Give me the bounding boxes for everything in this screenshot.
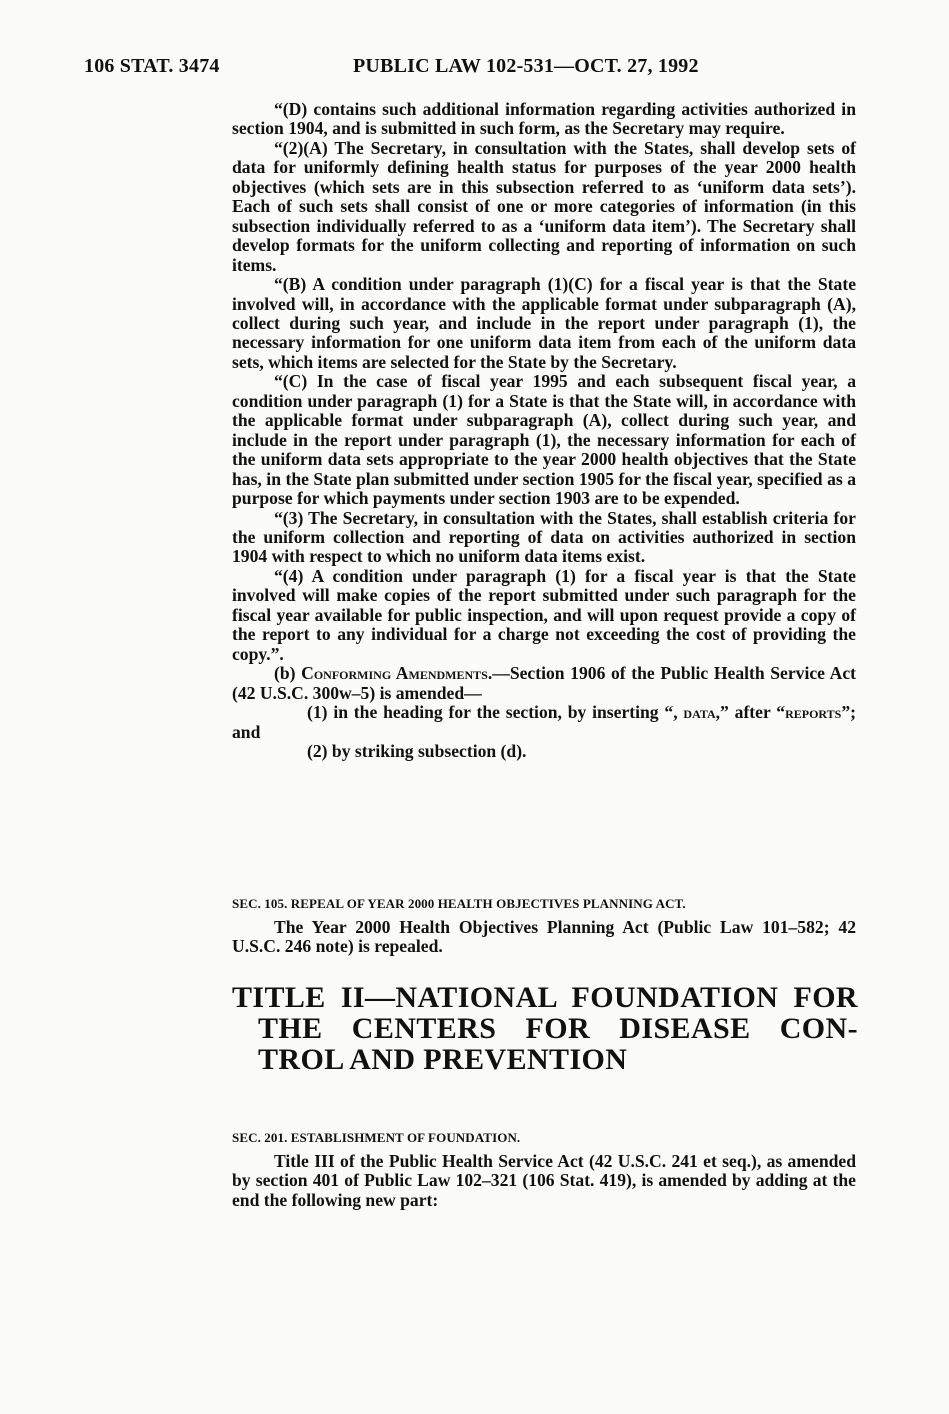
paragraph-4: “(4) A condition under paragraph (1) for a fiscal year is that the State involved will make copies of the report submitted under such paragraph for the fiscal year available for public inspection, and will upon request provide a copy of the report to any individual for a charge not exceeding the cost of providing the copy.”. (232, 565, 856, 664)
title-line-2: THE CENTERS FOR DISEASE CON- (258, 1012, 858, 1045)
paragraph-2b: “(B) A condition under paragraph (1)(C) for a fiscal year is that the State involved will, in accordance with the applicable format under subparagraph (A), collect during such year, and include in the report under paragraph (1), the necessary information for one uniform data item from each of the uniform data sets, which items are selected for the State by the Secretary. (232, 274, 856, 372)
paragraph-d: “(D) contains such additional information regarding activities authorized in section 1904, and is submitted in such form, as the Secretary may require. (232, 99, 856, 139)
section-201-body (232, 1152, 856, 1210)
section-105-text: The Year 2000 Health Objectives Planning Act (Public Law 101–582; 42 U.S.C. 246 note) is repealed. (232, 917, 856, 957)
section-105-body (232, 918, 856, 957)
conforming-amendments: (b) Conforming Amendments.—Section 1906 of the Public Health Service Act (42 U.S.C. 300w–5) is amended— (232, 663, 856, 703)
conforming-item-2: (2) by striking subsection (d). (307, 740, 527, 761)
title-line-1: TITLE II—NATIONAL FOUNDATION FOR (232, 981, 858, 1014)
paragraph-2a: “(2)(A) The Secretary, in consultation with the States, shall develop sets of data for uniformly defining health status for purposes of the year 2000 health objectives (which sets are in this subsection referred to as ‘uniform data sets’). Each of such sets shall consist of one or more categories of information (in this subsection individually referred to as a ‘uniform data item’). The Secretary shall develop formats for the uniform collecting and reporting of information on such items. (232, 137, 856, 275)
title-line-3: TROL AND PREVENTION (258, 1043, 628, 1076)
section-201-heading: SEC. 201. ESTABLISHMENT OF FOUNDATION. (232, 1130, 521, 1145)
section-104-continued (232, 100, 856, 761)
paragraph-2c: “(C) In the case of fiscal year 1995 and each subsequent fiscal year, a condition under paragraph (1) for a State is that the State will, in accordance with the applicable format under subparagraph (A), collect during such year, and include in the report under paragraph (1), the necessary information for each of the uniform data sets appropriate to the year 2000 health objectives that the State has, in the State plan submitted under section 1905 for the fiscal year, specified as a purpose for which payments under section 1903 are to be expended. (232, 371, 856, 509)
conforming-item-1: (1) in the heading for the section, by inserting “, data,” after “reports”; and (232, 702, 856, 742)
paragraph-3: “(3) The Secretary, in consultation with the States, shall establish criteria for the uniform collection and reporting of data on activities authorized in section 1904 with respect to which no uniform data items exist. (232, 507, 856, 567)
title-ii-heading (232, 982, 858, 1075)
section-201-text: Title III of the Public Health Service Act (42 U.S.C. 241 et seq.), as amended by section 401 of Public Law 102–321 (106 Stat. 419), is amended by adding at the end the following new part: (232, 1151, 856, 1210)
section-105-heading: SEC. 105. REPEAL OF YEAR 2000 HEALTH OBJECTIVES PLANNING ACT. (232, 896, 686, 911)
page-stat-citation: 106 STAT. 3474 (84, 55, 220, 77)
running-header: PUBLIC LAW 102-531—OCT. 27, 1992 (353, 55, 699, 77)
